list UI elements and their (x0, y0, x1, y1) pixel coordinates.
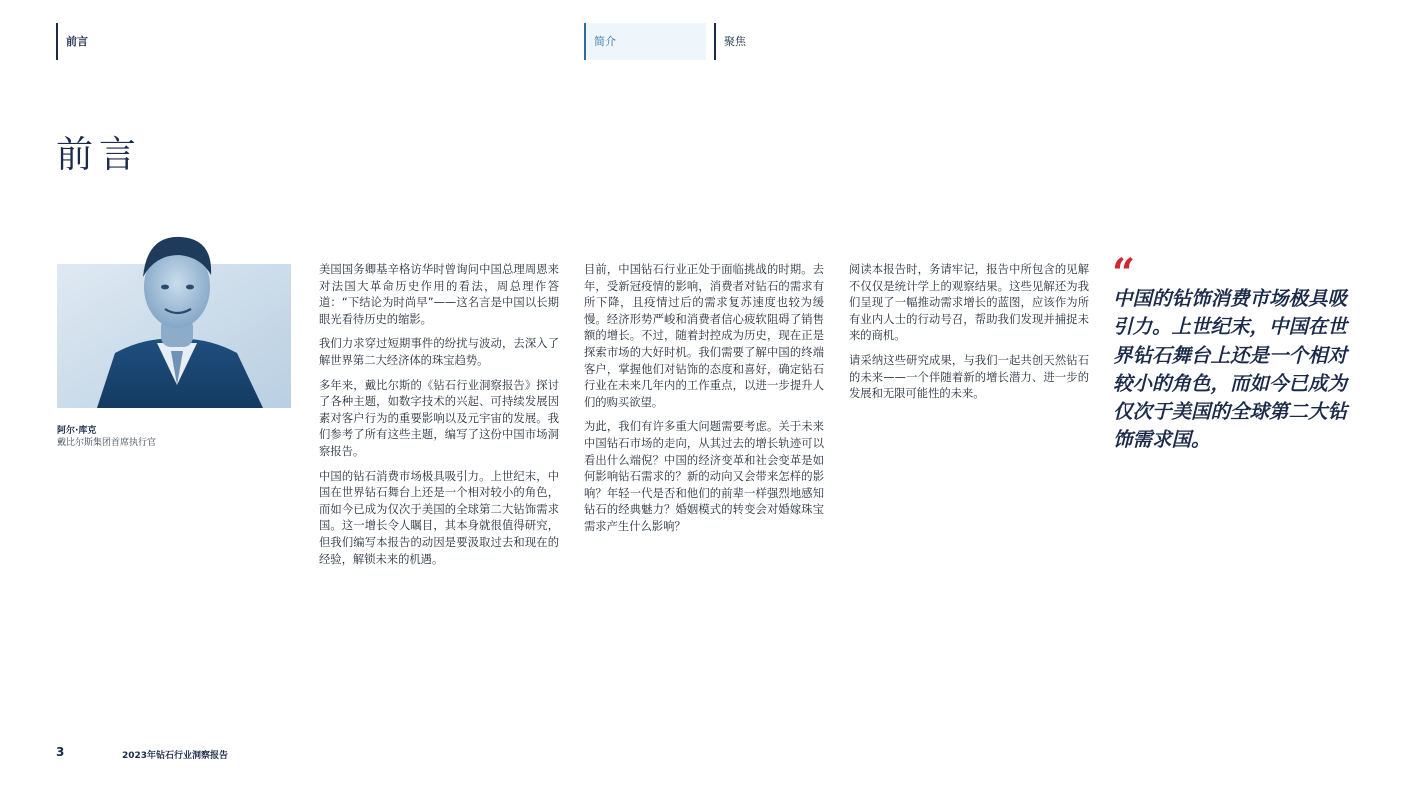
paragraph: 我们力求穿过短期事件的纷扰与波动，去深入了解世界第二大经济体的珠宝趋势。 (319, 337, 559, 367)
paragraph: 为此，我们有许多重大问题需要考虑。关于未来中国钻石市场的走向，从其过去的增长轨迹可以看出什么端倪？中国的经济变革和社会变革是如何影响钻石需求的？新的动向又会带来怎样的影响？年轻一代是否和他们的前辈一样强烈地感知钻石的经典魅力？婚姻模式的转变会对婚嫁珠宝需求产生什么影响？ (584, 420, 824, 533)
quote-mark-icon: “ (1112, 250, 1136, 297)
paragraph: 中国的钻石消费市场极具吸引力。上世纪末，中国在世界钻石舞台上还是一个相对较小的角色，而如今已成为仅次于美国的全球第二大钻饰需求国。这一增长令人瞩目，其本身就很值得研究，但我们编写本报告的动因是要汲取过去和现在的经验，解锁未来的机遇。 (319, 469, 559, 566)
paragraph: 美国国务卿基辛格访华时曾询问中国总理周恩来对法国大革命历史作用的看法，周总理作答道：“下结论为时尚早”——这名言是中国以长期眼光看待历史的缩影。 (319, 263, 559, 326)
ceo-portrait-image (57, 225, 291, 408)
paragraph: 多年来，戴比尔斯的《钻石行业洞察报告》探讨了各种主题，如数字技术的兴起、可持续发展因素对客户行为的重要影响以及元宇宙的发展。我们参考了所有这些主题，编写了这份中国市场洞察报告。 (319, 378, 559, 458)
text-column-1 (319, 262, 559, 576)
paragraph: 目前，中国钻石行业正处于面临挑战的时期。去年，受新冠疫情的影响，消费者对钻石的需求有所下降，且疫情过后的需求复苏速度也较为缓慢。经济形势严峻和消费者信心疲软阻碍了销售额的增长。不过，随着封控成为历史，现在正是探索市场的大好时机。我们需要了解中国的终端客户，掌握他们对钻饰的态度和喜好，确定钻石行业在未来几年内的工作重点，以进一步提升人们的购买欲望。 (584, 263, 824, 409)
text-column-3 (849, 262, 1089, 411)
tab-label: 简介 (594, 35, 616, 48)
page-number: 3 (56, 745, 65, 759)
tab-label: 聚焦 (724, 35, 746, 48)
person-name: 阿尔·库克 (57, 426, 97, 436)
person-role: 戴比尔斯集团首席执行官 (57, 438, 157, 448)
tab-jujiao[interactable] (714, 23, 914, 60)
paragraph: 阅读本报告时，务请牢记，报告中所包含的见解不仅仅是统计学上的观察结果。这些见解还为我们呈现了一幅推动需求增长的蓝图，应该作为所有业内人士的行动号召，帮助我们发现并捕捉未来的商机。 (849, 263, 1089, 343)
text-column-2 (584, 262, 824, 544)
tab-label: 前言 (66, 35, 88, 48)
pull-quote: 中国的钻饰消费市场极具吸引力。上世纪末，中国在世界钻石舞台上还是一个相对较小的角色，而如今已成为仅次于美国的全球第二大钻饰需求国。 (1113, 287, 1348, 452)
paragraph: 请采纳这些研究成果，与我们一起共创天然钻石的未来——一个伴随着新的增长潜力、进一步的发展和无限可能性的未来。 (849, 353, 1089, 401)
tab-qianyan[interactable] (56, 23, 356, 60)
tab-jianjie[interactable] (584, 23, 706, 60)
footer-title: 2023年钻石行业洞察报告 (122, 751, 229, 761)
page-title: 前言 (56, 133, 142, 176)
